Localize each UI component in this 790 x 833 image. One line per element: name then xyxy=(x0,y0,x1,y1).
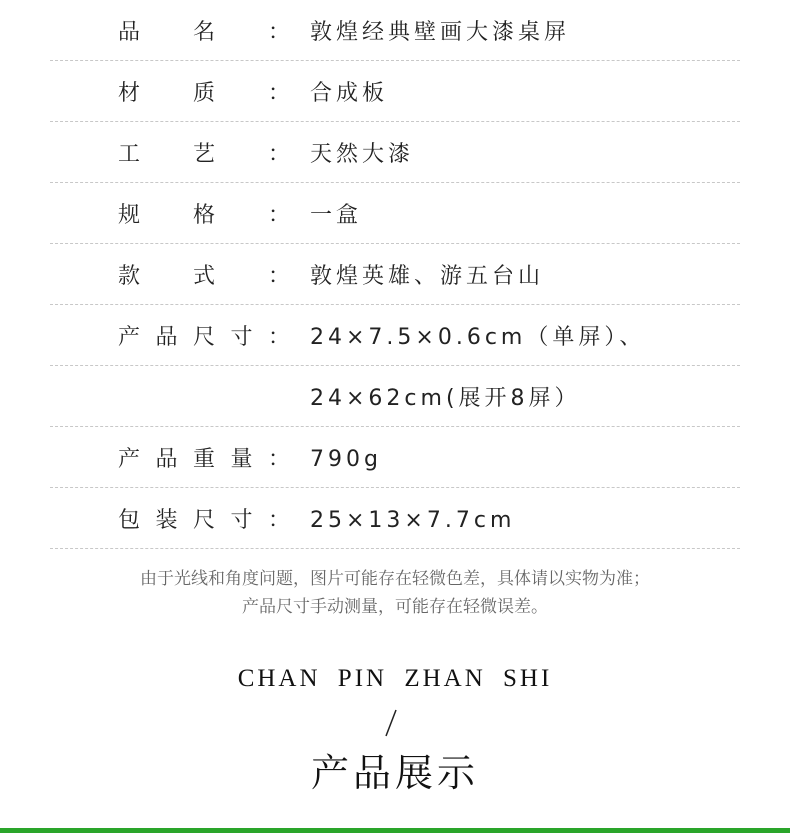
label-char: ： xyxy=(267,203,290,228)
spec-row-name xyxy=(50,0,740,61)
label-char: 材 xyxy=(118,81,141,106)
label-char: ： xyxy=(267,264,290,289)
label-char: 量 xyxy=(230,447,253,472)
disclaimer-line-2: 产品尺寸手动测量，可能存在轻微误差。 xyxy=(242,597,548,617)
label-char: 艺 xyxy=(192,142,215,167)
label-char: 包 xyxy=(118,508,141,533)
spec-label xyxy=(118,264,290,290)
label-char: 尺 xyxy=(192,508,215,533)
spec-value: 24×62cm(展开8屏） xyxy=(310,386,581,411)
label-char: 产 xyxy=(118,447,141,472)
label-char: 名 xyxy=(192,20,215,45)
label-char: 尺 xyxy=(192,325,215,350)
label-char: 质 xyxy=(192,81,215,106)
spec-label xyxy=(118,20,290,46)
spec-value: 790g xyxy=(310,447,382,472)
spec-value: 合成板 xyxy=(310,81,389,106)
spec-label xyxy=(118,508,290,534)
label-char: 品 xyxy=(155,447,178,472)
section-title-en: CHAN PIN ZHAN SHI xyxy=(237,665,553,692)
spec-row-package-size xyxy=(50,488,740,549)
disclaimer-line-1: 由于光线和角度问题，图片可能存在轻微色差，具体请以实物为准； xyxy=(140,569,650,589)
label-char: ： xyxy=(267,447,290,472)
label-char: 品 xyxy=(118,20,141,45)
spec-value: 天然大漆 xyxy=(310,142,415,167)
label-char: 规 xyxy=(118,203,141,228)
spec-row-spec xyxy=(50,183,740,244)
accent-bar xyxy=(0,828,790,833)
spec-row-material xyxy=(50,61,740,122)
spec-value: 25×13×7.7cm xyxy=(310,508,516,533)
spec-value: 一盒 xyxy=(310,203,363,228)
label-char: 式 xyxy=(192,264,215,289)
spec-row-size xyxy=(50,305,740,366)
label-char: 产 xyxy=(118,325,141,350)
spec-value: 敦煌经典壁画大漆桌屏 xyxy=(310,20,571,45)
spec-label xyxy=(118,203,290,229)
label-char: ： xyxy=(267,81,290,106)
label-char: ： xyxy=(267,325,290,350)
spec-label xyxy=(118,325,290,351)
label-char: 格 xyxy=(192,203,215,228)
label-char: 品 xyxy=(155,325,178,350)
section-title-cn: 产品展示 xyxy=(310,751,479,795)
spec-label xyxy=(118,81,290,107)
label-char: ： xyxy=(267,20,290,45)
spec-row-size-unfolded xyxy=(50,366,740,427)
spec-value: 敦煌英雄、游五台山 xyxy=(310,264,545,289)
spec-value: 24×7.5×0.6cm（单屏）、 xyxy=(310,325,646,350)
spec-label xyxy=(118,142,290,168)
spec-label xyxy=(118,447,290,473)
label-char: ： xyxy=(267,508,290,533)
spec-row-weight xyxy=(50,427,740,488)
label-char: 款 xyxy=(118,264,141,289)
spec-row-craft xyxy=(50,122,740,183)
spec-row-style xyxy=(50,244,740,305)
label-char: 寸 xyxy=(230,508,253,533)
label-char: ： xyxy=(267,142,290,167)
label-char: 装 xyxy=(155,508,178,533)
slash-divider-icon xyxy=(384,708,398,738)
label-char: 重 xyxy=(192,447,215,472)
label-char: 工 xyxy=(118,142,141,167)
label-char: 寸 xyxy=(230,325,253,350)
